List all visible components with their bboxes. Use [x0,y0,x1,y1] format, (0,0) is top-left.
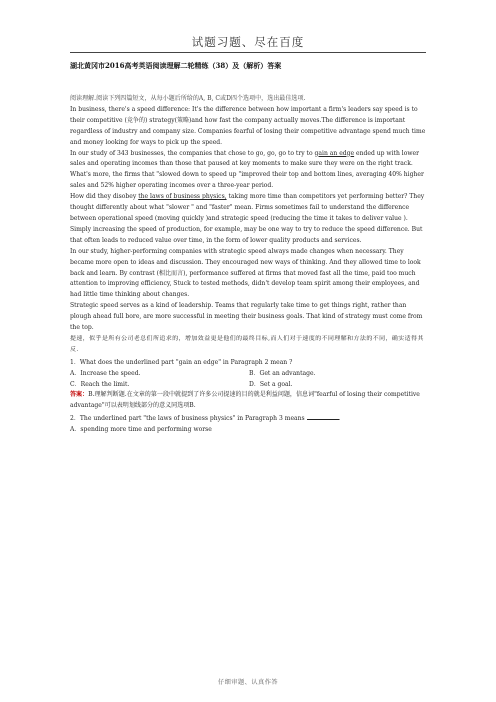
q1-option-b: B．Get an advantage. [249,369,316,377]
question-2-stem [70,412,428,425]
q1-option-a: A．Increase the speed. [70,369,141,377]
page-footer: 仔细审题、认真作答 [217,679,279,686]
paragraph-4: In our study, higher-performing companies with strategic speed always made changes when necessary. They became more open to ideas and discussion. They encouraged new ways of thinking. And they allowed time to look back and learn. By contrast (相比而言), performance suffered at firms that moved fast all the time, paid too much attention to improving efficiency, Stuck to tested methods, didn't develop team spirit among their employees, and had little time thinking about changes. [70,247,421,299]
paragraph-3-text-end: taking more time than competitors yet performing better? They thought differently about what "slower " and "faster" mean. Firms sometimes fail to understand the difference between operational speed (moving quickly )and strategic speed (reducing the time it takes to deliver value ). Simply increasing the speed of production, for example, may be one way to try to reduce the speed difference. But that often leads to reduced value over time, in the form of lower quality products and services. [70,193,425,244]
instructions: 阅读理解.阅读下列四篇短文，从每小题后所给的A, B, C或D四个选项中，选出最佳选项. [70,95,306,102]
question-2-end: . [338,415,341,423]
paragraph-1: In business, there's a speed difference: It's the difference between how important a firm's leaders say speed is to their competitive (竞争的) strategy(策略)and how fast the company actually moves.The difference is important regardless of industry and company size. Companies fearful of losing their competitive advantage spend much time and money looking for ways to pick up the speed. [70,105,426,146]
underlined-phrase-laws-of-business-physics: the laws of business physics, [138,193,227,201]
paragraph-2 [70,149,428,193]
paragraph-3 [70,192,428,247]
document-title: 湖北黄冈市2016高考英语阅读理解二轮精练（38）及（解析）答案 [70,61,282,70]
question-1-options-row-2 [70,380,428,391]
answer-label: 答案： [70,391,89,399]
question-1-answer [70,390,428,412]
question-2-text: 2．The underlined part "the laws of business physics" in Paragraph 3 means [70,415,305,423]
underlined-phrase-gain-an-edge: gain an edge [314,149,355,157]
q1-option-c: C．Reach the limit. [70,380,130,388]
paragraph-3-text-start: How did they disobey [70,193,139,201]
answer-explanation: B.理解判断题.在文章的第一段中就提到了许多公司提速的目的就是利益问题，信息词"fearful of losing their competitive advantage"可以表明划线部分的意义同选项B. [70,391,420,410]
paragraph-2-text-end: ended up with lower sales and operating incomes than those that paused at key moments to make sure they were on the right track. What's more, the firms that "slowed down to speed up "improved their top and bottom lines, averaging 40% higher sales and 52% higher operating incomes over a three-year period. [70,149,424,190]
paragraph-2-text-start: In our study of 343 businesses, the companies that chose to go, go, go to try to [70,149,315,157]
document-body [70,94,428,436]
page-header: 试题习题、尽在百度 [191,35,305,49]
paragraph-5: Strategic speed serves as a kind of leadership. Teams that regularly take time to get things right, rather than plough ahead full bore, are more successful in meeting their business goals. That kind of strategy must come from the top. [70,302,423,332]
question-1-stem: 1．What does the underlined part "gain an edge" in Paragraph 2 mean ? [70,358,293,366]
answer-blank [307,412,341,423]
chinese-summary-note: 提速，似乎是所有公司老总们所追求的，增加效益更是他们的最终目标,而人们对于速度的不同理解和方法的不同，确实适得其反. [70,335,424,353]
q2-option-a: A．spending more time and performing worse [70,426,212,434]
q1-option-d: D．Set a goal. [249,380,293,388]
question-1-options-row-1 [70,369,428,380]
header-divider [70,52,426,53]
